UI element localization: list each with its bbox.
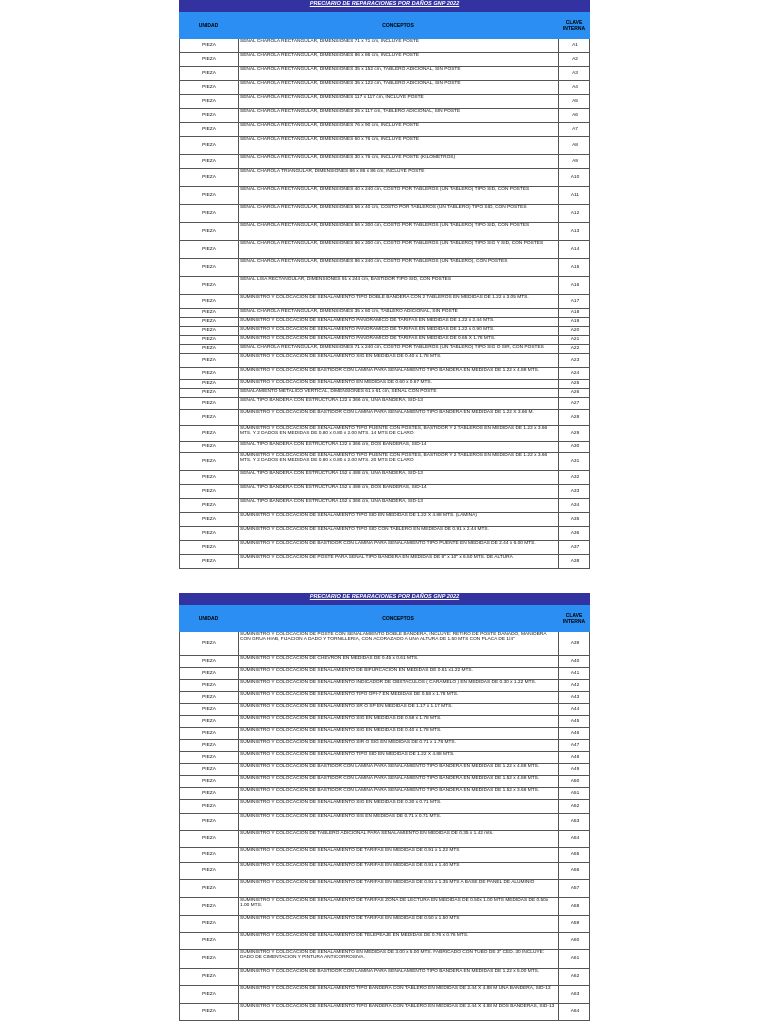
concept-cell: SUMINISTRO Y COLOCACION DE SEÑALAMIENTO PANORAMICO DE TARIFAS EN MEDIDAS DE 1.22 x 2.44 MTS.	[239, 318, 559, 326]
header-unidad: UNIDAD	[198, 22, 219, 29]
header-conceptos: CONCEPTOS	[382, 615, 414, 622]
key-cell: A17	[570, 298, 580, 304]
sheet-title: PRECIARIO DE REPARACIONES POR DAÑOS GNP 2022	[179, 593, 590, 605]
table-row	[180, 109, 589, 123]
table-row	[180, 933, 589, 950]
table-row	[180, 259, 589, 277]
table-row	[180, 123, 589, 137]
unit-cell: PIEZA	[180, 368, 239, 379]
table-row	[180, 898, 589, 916]
unit-cell: PIEZA	[180, 848, 239, 862]
unit-cell: PIEZA	[180, 53, 239, 66]
unit-cell: PIEZA	[180, 656, 239, 667]
table-row	[180, 426, 589, 442]
unit-cell: PIEZA	[180, 223, 239, 240]
table-body	[179, 632, 590, 1021]
table-row	[180, 692, 589, 704]
key-cell: A18	[570, 310, 580, 316]
table-row	[180, 398, 589, 410]
concept-cell: SUMINISTRO Y COLOCACION DE SEÑALAMIENTO SR O SP EN MEDIDAS DE 1.17 x 1.17 MTS.	[239, 704, 559, 715]
key-cell: A30	[570, 444, 580, 450]
key-cell: A28	[570, 414, 580, 420]
table-row	[180, 728, 589, 740]
key-cell: A3	[572, 70, 578, 76]
unit-cell: PIEZA	[180, 380, 239, 388]
key-cell: A51	[570, 790, 580, 796]
concept-cell: SUMINISTRO Y COLOCACION DE BASTIDOR CON LAMINA PARA SEÑALAMIENTO TIPO BANDERA EN MEDIDAS DE 1.22 x 5.00 MTS.	[239, 969, 559, 985]
concept-cell: SUMINISTRO Y COLOCACION DE SEÑALAMIENTO DE TARIFAS EN MEDIDAS DE 0.50 x 1.50 MTS	[239, 916, 559, 932]
table-row	[180, 863, 589, 880]
concept-cell: SUMINISTRO Y COLOCACION DE SEÑALAMIENTO INDICADOR DE OBSTACULOS ( CARAMELO ) EN MEDIDAS DE 0.30 x 1.22 MTS.	[239, 680, 559, 691]
key-cell: A21	[570, 337, 580, 343]
table-row	[180, 442, 589, 453]
table-row	[180, 453, 589, 471]
key-cell: A7	[572, 126, 578, 132]
concept-cell: SUMINISTRO Y COLOCACION DE SEÑALAMIENTO EN MEDIDAS DE 3.00 x 5.00 MTS. FABRICADO CON TUBO DE 3" CED. 30 INCLUYE: DADO DE CIMENTACION Y PINTURA ANTICORROSIVA.	[239, 950, 559, 968]
table-row	[180, 53, 589, 67]
table-row	[180, 389, 589, 398]
key-cell: A37	[570, 544, 580, 550]
unit-cell: PIEZA	[180, 442, 239, 452]
table-row	[180, 555, 589, 569]
key-cell: A41	[570, 670, 580, 676]
unit-cell: PIEZA	[180, 898, 239, 915]
unit-cell: PIEZA	[180, 752, 239, 763]
table-row	[180, 410, 589, 426]
unit-cell: PIEZA	[180, 950, 239, 968]
unit-cell: PIEZA	[180, 632, 239, 655]
table-row	[180, 205, 589, 223]
key-cell: A10	[570, 174, 580, 180]
unit-cell: PIEZA	[180, 277, 239, 294]
concept-cell: SUMINISTRO Y COLOCACION DE BASTIDOR CON LAMINA PARA SEÑALAMIENTO TIPO PUENTE EN MEDIDAS DE 2.44 x 6.00 MTS.	[239, 541, 559, 554]
concept-cell: SEÑAL TIPO BANDERA CON ESTRUCTURA 152 x 488 cm, UNA BANDERA, SID-13	[239, 471, 559, 484]
table-row	[180, 680, 589, 692]
table-row	[180, 485, 589, 499]
key-cell: A45	[570, 718, 580, 724]
unit-cell: PIEZA	[180, 426, 239, 441]
key-cell: A54	[570, 836, 580, 842]
concept-cell: SEÑAL CHAROLA RECTANGULAR, DIMENSIONES 86 x 86 cm, INCLUYE POSTE	[239, 53, 559, 66]
table-row	[180, 155, 589, 169]
unit-cell: PIEZA	[180, 137, 239, 154]
key-cell: A59	[570, 921, 580, 927]
unit-cell: PIEZA	[180, 345, 239, 353]
table-row	[180, 632, 589, 656]
table-row	[180, 656, 589, 668]
price-sheet-2	[179, 593, 590, 1021]
unit-cell: PIEZA	[180, 485, 239, 498]
concept-cell: SUMINISTRO Y COLOCACION DE SEÑALAMIENTO DE TELEPEAJE EN MEDIDAS DE 0.76 x 0.76 MTS.	[239, 933, 559, 949]
key-cell: A9	[572, 158, 578, 164]
unit-cell: PIEZA	[180, 764, 239, 775]
key-cell: A29	[570, 430, 580, 436]
unit-cell: PIEZA	[180, 728, 239, 739]
concept-cell: SUMINISTRO Y COLOCACION DE SEÑALAMIENTO SIG EN MEDIDAS DE 0.30 x 0.71 MTS.	[239, 800, 559, 813]
unit-cell: PIEZA	[180, 95, 239, 108]
concept-cell: SUMINISTRO Y COLOCACION DE SEÑALAMIENTO DE TARIFAS EN MEDIDAS DE 0.91 x 1.35 MTS A BASE DE PANEL DE ALUMINIO	[239, 880, 559, 897]
unit-cell: PIEZA	[180, 471, 239, 484]
concept-cell: SUMINISTRO Y COLOCACION DE SEÑALAMIENTO TIPO DOBLE BANDERA CON 2 TABLEROS EN MEDIDAS DE 1.22 x 3.05 MTS.	[239, 295, 559, 308]
header-conceptos: CONCEPTOS	[382, 22, 414, 29]
concept-cell: SUMINISTRO Y COLOCACION DE SEÑALAMIENTO DE TARIFAS EN MEDIDAS DE 0.91 x 1.40 MTS	[239, 863, 559, 879]
table-row	[180, 752, 589, 764]
concept-cell: SUMINISTRO Y COLOCACION DE SEÑALAMIENTO TIPO BANDERA CON TABLERO EN MEDIDAS DE 2.44 X 4.88 M UNA BANDERA, SID-13	[239, 986, 559, 1003]
unit-cell: PIEZA	[180, 916, 239, 932]
table-row	[180, 39, 589, 53]
table-row	[180, 81, 589, 95]
unit-cell: PIEZA	[180, 788, 239, 799]
unit-cell: PIEZA	[180, 389, 239, 397]
table-row	[180, 471, 589, 485]
table-row	[180, 541, 589, 555]
concept-cell: SEÑAL CHAROLA RECTANGULAR, DIMENSIONES 35 x 60 cm, TABLERO ADICIONAL, SIN POSTE	[239, 309, 559, 317]
table-row	[180, 345, 589, 354]
table-header	[179, 605, 590, 632]
unit-cell: PIEZA	[180, 814, 239, 830]
table-row	[180, 831, 589, 848]
unit-cell: PIEZA	[180, 67, 239, 80]
key-cell: A4	[572, 84, 578, 90]
table-row	[180, 380, 589, 389]
unit-cell: PIEZA	[180, 169, 239, 186]
unit-cell: PIEZA	[180, 81, 239, 94]
table-row	[180, 814, 589, 831]
concept-cell: SEÑAL CHAROLA RECTANGULAR, DIMENSIONES 86 x 240 cm, COSTO POR TABLEROS (UN TABLERO), CON POSTES	[239, 259, 559, 276]
unit-cell: PIEZA	[180, 205, 239, 222]
concept-cell: SEÑALAMIENTO METALICO VERTICAL, DIMENSIONES 61 x 61 cm, SEÑAL CON POSTE	[239, 389, 559, 397]
unit-cell: PIEZA	[180, 1004, 239, 1020]
table-body	[179, 39, 590, 569]
table-row	[180, 986, 589, 1004]
concept-cell: SUMINISTRO Y COLOCACION DE POSTE PARA SEÑAL TIPO BANDERA EN MEDIDAS DE 8" x 10" x 6.50 MTS. DE ALTURA	[239, 555, 559, 568]
key-cell: A33	[570, 488, 580, 494]
table-row	[180, 1004, 589, 1021]
unit-cell: PIEZA	[180, 831, 239, 847]
key-cell: A48	[570, 754, 580, 760]
table-row	[180, 668, 589, 680]
concept-cell: SUMINISTRO Y COLOCACION DE BASTIDOR CON LAMINA PARA SEÑALAMIENTO TIPO BANDERA EN MEDIDAS DE 1.52 x 4.88 MTS.	[239, 776, 559, 787]
table-row	[180, 788, 589, 800]
unit-cell: PIEZA	[180, 880, 239, 897]
concept-cell: SEÑAL CHAROLA RECTANGULAR, DIMENSIONES 56 x 300 cm, COSTO POR TABLEROS (UN TABLERO) TIPO SID, CON POSTES	[239, 223, 559, 240]
concept-cell: SUMINISTRO Y COLOCACION DE SEÑALAMIENTO TIPO BANDERA CON TABLERO EN MEDIDAS DE 2.44 X 4.88 M DOS BANDERAS, SID-13	[239, 1004, 559, 1020]
table-row	[180, 527, 589, 541]
unit-cell: PIEZA	[180, 716, 239, 727]
concept-cell: SEÑAL CHAROLA RECTANGULAR, DIMENSIONES 60 x 76 cm, INCLUYE POSTE	[239, 137, 559, 154]
concept-cell: SEÑAL CHAROLA RECTANGULAR, DIMENSIONES 25 x 117 cm, TABLERO ADICIONAL, SIN POSTE	[239, 109, 559, 122]
key-cell: A39	[570, 640, 580, 646]
key-cell: A61	[570, 956, 580, 962]
concept-cell: SUMINISTRO Y COLOCACION DE SEÑALAMIENTO SIS EN MEDIDAS DE 0.71 x 0.71 MTS.	[239, 814, 559, 830]
unit-cell: PIEZA	[180, 555, 239, 568]
concept-cell: SUMINISTRO Y COLOCACION DE SEÑALAMIENTO DE BIFURCACION EN MEDIDAS DE 0.61 x1.22 MTS.	[239, 668, 559, 679]
key-cell: A49	[570, 766, 580, 772]
key-cell: A36	[570, 530, 580, 536]
concept-cell: SUMINISTRO Y COLOCACION DE CHEVRON EN MEDIDAS DE 0.45 x 0.61 MTS.	[239, 656, 559, 667]
key-cell: A14	[570, 246, 580, 252]
concept-cell: SUMINISTRO Y COLOCACION DE BASTIDOR CON LAMINA PARA SEÑALAMIENTO TIPO BANDERA EN MEDIDAS DE 1.22 x 4.88 MTS.	[239, 764, 559, 775]
table-row	[180, 800, 589, 814]
concept-cell: SUMINISTRO Y COLOCACION DE SEÑALAMIENTO DE TARIFAS EN MEDIDAS DE 0.91 x 1.22 MTS	[239, 848, 559, 862]
unit-cell: PIEZA	[180, 800, 239, 813]
unit-cell: PIEZA	[180, 187, 239, 204]
concept-cell: SUMINISTRO Y COLOCACION DE SEÑALAMIENTO SIG EN MEDIDAS DE 0.58 x 1.78 MTS.	[239, 716, 559, 727]
key-cell: A60	[570, 938, 580, 944]
key-cell: A16	[570, 282, 580, 288]
concept-cell: SUMINISTRO Y COLOCACION DE SEÑALAMIENTO SIR O SIG EN MEDIDAS DE 0.71 x 1.78 MTS.	[239, 740, 559, 751]
table-row	[180, 67, 589, 81]
key-cell: A43	[570, 694, 580, 700]
unit-cell: PIEZA	[180, 680, 239, 691]
key-cell: A52	[570, 803, 580, 809]
header-unidad: UNIDAD	[198, 615, 219, 622]
unit-cell: PIEZA	[180, 863, 239, 879]
unit-cell: PIEZA	[180, 109, 239, 122]
key-cell: A64	[570, 1009, 580, 1015]
unit-cell: PIEZA	[180, 776, 239, 787]
key-cell: A26	[570, 390, 580, 396]
table-row	[180, 969, 589, 986]
unit-cell: PIEZA	[180, 398, 239, 409]
concept-cell: SUMINISTRO Y COLOCACION DE BASTIDOR CON LAMINA PARA SEÑALAMIENTO TIPO BANDERA EN MEDIDAS DE 1.22 X 3.66 M.	[239, 410, 559, 425]
table-row	[180, 327, 589, 336]
key-cell: A23	[570, 357, 580, 363]
table-row	[180, 336, 589, 345]
key-cell: A19	[570, 319, 580, 325]
concept-cell: SEÑAL CHAROLA RECTANGULAR, DIMENSIONES 35 x 152 cm, TABLERO ADICIONAL, SIN POSTE	[239, 67, 559, 80]
concept-cell: SUMINISTRO Y COLOCACION DE SEÑALAMIENTO SIG EN MEDIDAS DE 0.40 x 1.78 MTS.	[239, 728, 559, 739]
concept-cell: SEÑAL CHAROLA RECTANGULAR, DIMENSIONES 30 x 76 cm, INCLUYE POSTE (KILOMETROS)	[239, 155, 559, 168]
unit-cell: PIEZA	[180, 123, 239, 136]
unit-cell: PIEZA	[180, 969, 239, 985]
key-cell: A12	[570, 210, 580, 216]
concept-cell: SUMINISTRO Y COLOCACION DE SEÑALAMIENTO PANORAMICO DE TARIFAS EN MEDIDAS DE 0.65 X 1.78 MTS.	[239, 336, 559, 344]
unit-cell: PIEZA	[180, 986, 239, 1003]
unit-cell: PIEZA	[180, 259, 239, 276]
key-cell: A50	[570, 778, 580, 784]
key-cell: A40	[570, 658, 580, 664]
key-cell: A25	[570, 381, 580, 387]
key-cell: A22	[570, 346, 580, 352]
concept-cell: SUMINISTRO Y COLOCACION DE SEÑALAMIENTO TIPO PUENTE CON POSTES, BASTIDOR Y 2 TABLEROS EN MEDIDAS DE 1.22 x 3.66 MTS. Y 2 DADOS EN MEDIDAS DE 0.80 x 0.80 x 2.00 MTS. 20 MTS DE CLARO	[239, 453, 559, 470]
table-row	[180, 848, 589, 863]
key-cell: A44	[570, 706, 580, 712]
concept-cell: SEÑAL CHAROLA RECTANGULAR, DIMENSIONES 71 x 71 cm, INCLUYE POSTE	[239, 39, 559, 52]
table-row	[180, 295, 589, 309]
key-cell: A56	[570, 868, 580, 874]
key-cell: A2	[572, 56, 578, 62]
header-clave: CLAVE INTERNA	[562, 612, 586, 625]
concept-cell: SEÑAL CHAROLA TRIANGULAR, DIMENSIONES 86 x 86 x 86 cm, INCLUYE POSTE	[239, 169, 559, 186]
unit-cell: PIEZA	[180, 692, 239, 703]
key-cell: A47	[570, 742, 580, 748]
concept-cell: SUMINISTRO Y COLOCACION DE SEÑALAMIENTO DE TARIFAS ZONA DE LECTURA EN MEDIDAS DE 0.50x 1.00 MTS MEDIDAS DE 0.50x 1.00 MTS.	[239, 898, 559, 915]
key-cell: A57	[570, 885, 580, 891]
table-row	[180, 223, 589, 241]
concept-cell: SUMINISTRO Y COLOCACION DE SEÑALAMIENTO TIPO SID EN MEDIDAS DE 1.22 X 4.88 MTS. (LAMINA)	[239, 513, 559, 526]
sheet-title: PRECIARIO DE REPARACIONES POR DAÑOS GNP 2022	[179, 0, 590, 12]
concept-cell: SUMINISTRO Y COLOCACION DE SEÑALAMIENTO TIPO SID EN MEDIDAS DE 1.22 X 4.88 MTS.	[239, 752, 559, 763]
key-cell: A62	[570, 974, 580, 980]
table-row	[180, 740, 589, 752]
key-cell: A24	[570, 370, 580, 376]
key-cell: A53	[570, 819, 580, 825]
key-cell: A63	[570, 991, 580, 997]
table-row	[180, 368, 589, 380]
concept-cell: SUMINISTRO Y COLOCACION DE BASTIDOR CON LAMINA PARA SEÑALAMIENTO TIPO BANDERA EN MEDIDAS DE 1.22 x 4.88 MTS.	[239, 368, 559, 379]
unit-cell: PIEZA	[180, 318, 239, 326]
table-row	[180, 776, 589, 788]
concept-cell: SEÑAL CHAROLA RECTANGULAR, DIMENSIONES 76 x 90 cm, INCLUYE POSTE	[239, 123, 559, 136]
unit-cell: PIEZA	[180, 740, 239, 751]
key-cell: A13	[570, 228, 580, 234]
table-row	[180, 318, 589, 327]
concept-cell: SUMINISTRO Y COLOCACION DE SEÑALAMIENTO TIPO PUENTE CON POSTES, BASTIDOR Y 2 TABLEROS EN MEDIDAS DE 1.22 x 3.66 MTS. Y 2 DADOS EN MEDIDAS DE 0.80 x 0.80 x 2.00 MTS. 14 MTS DE CLARO	[239, 426, 559, 441]
table-row	[180, 764, 589, 776]
key-cell: A31	[570, 458, 580, 464]
unit-cell: PIEZA	[180, 410, 239, 425]
unit-cell: PIEZA	[180, 704, 239, 715]
table-row	[180, 309, 589, 318]
table-row	[180, 137, 589, 155]
key-cell: A55	[570, 852, 580, 858]
key-cell: A35	[570, 516, 580, 522]
header-clave: CLAVE INTERNA	[562, 19, 586, 32]
unit-cell: PIEZA	[180, 295, 239, 308]
table-row	[180, 277, 589, 295]
table-row	[180, 916, 589, 933]
table-row	[180, 95, 589, 109]
concept-cell: SEÑAL CHAROLA RECTANGULAR, DIMENSIONES 117 x 117 cm, INCLUYE POSTE	[239, 95, 559, 108]
unit-cell: PIEZA	[180, 241, 239, 258]
concept-cell: SEÑAL TIPO BANDERA CON ESTRUCTURA 122 x 366 cm, UNA BANDERA, SID-13	[239, 398, 559, 409]
table-row	[180, 880, 589, 898]
concept-cell: SUMINISTRO Y COLOCACION DE SEÑALAMIENTO TIPO SID CON TABLERO EN MEDIDAS DE 0.91 x 2.44 MTS.	[239, 527, 559, 540]
table-row	[180, 704, 589, 716]
concept-cell: SEÑAL TIPO BANDERA CON ESTRUCTURA 152 x 366 cm, UNA BANDERA, SID-13	[239, 499, 559, 512]
concept-cell: SUMINISTRO Y COLOCACION DE BASTIDOR CON LAMINA PARA SEÑALAMIENTO TIPO BANDERA EN MEDIDAS DE 1.52 x 3.66 MTS.	[239, 788, 559, 799]
unit-cell: PIEZA	[180, 453, 239, 470]
key-cell: A34	[570, 502, 580, 508]
key-cell: A6	[572, 112, 578, 118]
table-row	[180, 716, 589, 728]
concept-cell: SUMINISTRO Y COLOCACION DE SEÑALAMIENTO EN MEDIDAS DE 0.60 x 0.67 MTS.	[239, 380, 559, 388]
table-row	[180, 950, 589, 969]
key-cell: A38	[570, 558, 580, 564]
table-row	[180, 499, 589, 513]
key-cell: A58	[570, 903, 580, 909]
concept-cell: SEÑAL CHAROLA RECTANGULAR, DIMENSIONES 35 x 122 cm, TABLERO ADICIONAL, SIN POSTE	[239, 81, 559, 94]
concept-cell: SEÑAL CHAROLA RECTANGULAR, DIMENSIONES 86 x 300 cm, COSTO POR TABLEROS (UN TABLERO) TIPO SIG Y SID, CON POSTES	[239, 241, 559, 258]
concept-cell: SEÑAL CHAROLA RECTANGULAR, DIMENSIONES 40 x 240 cm, COSTO POR TABLEROS (UN TABLERO) TIPO SID, CON POSTES	[239, 187, 559, 204]
unit-cell: PIEZA	[180, 309, 239, 317]
concept-cell: SUMINISTRO Y COLOCACION DE TABLERO ADICIONAL PARA SEÑALAMIENTO EN MEDIDAS DE 0.35 x 1.42 mts.	[239, 831, 559, 847]
unit-cell: PIEZA	[180, 155, 239, 168]
key-cell: A11	[570, 192, 580, 198]
key-cell: A42	[570, 682, 580, 688]
key-cell: A15	[570, 264, 580, 270]
table-row	[180, 187, 589, 205]
key-cell: A5	[572, 98, 578, 104]
unit-cell: PIEZA	[180, 39, 239, 52]
table-row	[180, 241, 589, 259]
concept-cell: SUMINISTRO Y COLOCACION DE POSTE CON SEÑALAMIENTO DOBLE BANDERA, INCLUYE: RETIRO DE POSTE DAÑADO, MANIOBRA CON GRUA HIAB, FIJACION A DADO Y TORNILLERIA, CON ACORAZADO A UNA ALTURA DE 1.50 MTS CON PLACA DE 1/4"	[239, 632, 559, 655]
key-cell: A1	[572, 42, 578, 48]
concept-cell: SEÑAL CHAROLA RECTANGULAR, DIMENSIONES 56 x 40 cm, COSTO POR TABLEROS (UN TABLERO) TIPO SID, CON POSTES	[239, 205, 559, 222]
concept-cell: SEÑAL LISA RECTANGULAR, DIMENSIONES 91 x 244 cm, BASTIDOR TIPO SID, CON POSTES	[239, 277, 559, 294]
concept-cell: SEÑAL TIPO BANDERA CON ESTRUCTURA 152 x 488 cm, DOS BANDERAS, SID-14	[239, 485, 559, 498]
unit-cell: PIEZA	[180, 354, 239, 367]
unit-cell: PIEZA	[180, 668, 239, 679]
unit-cell: PIEZA	[180, 336, 239, 344]
concept-cell: SEÑAL CHAROLA RECTANGULAR, DIMENSIONES 71 x 240 cm, COSTO POR TABLEROS (UN TABLERO) TIPO SIG O SIR, CON POSTES	[239, 345, 559, 353]
concept-cell: SUMINISTRO Y COLOCACION DE SEÑALAMIENTO TIPO OPI-7 EN MEDIDAS DE 0.58 x 1.78 MTS.	[239, 692, 559, 703]
unit-cell: PIEZA	[180, 933, 239, 949]
concept-cell: SUMINISTRO Y COLOCACION DE SEÑALAMIENTO SIG EN MEDIDAS DE 0.40 x 1.78 MTS.	[239, 354, 559, 367]
table-header	[179, 12, 590, 39]
unit-cell: PIEZA	[180, 513, 239, 526]
key-cell: A46	[570, 730, 580, 736]
concept-cell: SEÑAL TIPO BANDERA CON ESTRUCTURA 122 x 366 cm, DOS BANDERAS, SID-14	[239, 442, 559, 452]
unit-cell: PIEZA	[180, 327, 239, 335]
key-cell: A8	[572, 142, 578, 148]
key-cell: A32	[570, 474, 580, 480]
unit-cell: PIEZA	[180, 499, 239, 512]
price-sheet-1	[179, 0, 590, 569]
table-row	[180, 513, 589, 527]
key-cell: A27	[570, 400, 580, 406]
table-row	[180, 354, 589, 368]
table-row	[180, 169, 589, 187]
concept-cell: SUMINISTRO Y COLOCACION DE SEÑALAMIENTO PANORAMICO DE TARIFAS EN MEDIDAS DE 1.22 x 0.90 MTS.	[239, 327, 559, 335]
unit-cell: PIEZA	[180, 541, 239, 554]
key-cell: A20	[570, 328, 580, 334]
unit-cell: PIEZA	[180, 527, 239, 540]
